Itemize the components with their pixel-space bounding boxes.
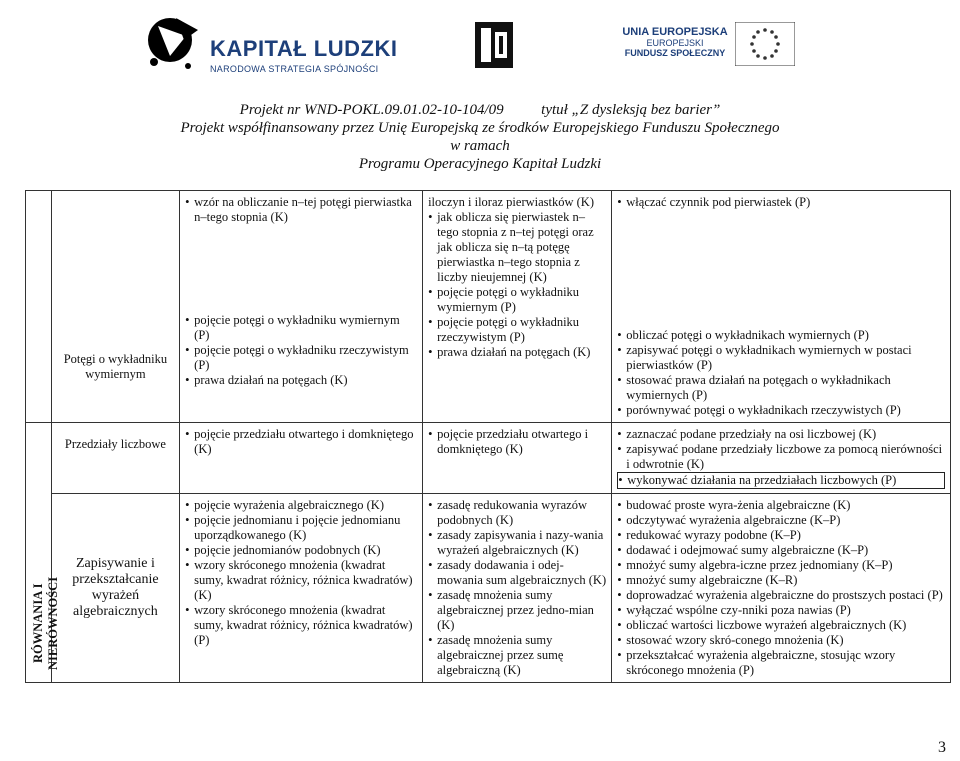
table-row <box>26 494 951 683</box>
list-item: • wzory skróconego mnożenia (kwadrat sumy, kwadrat różnicy, różnica kwadratów) (K) <box>185 558 417 603</box>
eu-line1: UNIA EUROPEJSKA <box>622 26 728 38</box>
list-item: • porównywać potęgi o wykładnikach rzeczywistych (P) <box>617 403 945 418</box>
topic-cell <box>51 191 179 423</box>
list-item: • doprowadzać wyrażenia algebraiczne do prostszych postaci (P) <box>617 588 945 603</box>
logo-bar <box>0 0 960 92</box>
list-item: • obliczać potęgi o wykładnikach wymiernych (P) <box>617 328 945 343</box>
section-cell-empty <box>26 191 52 423</box>
list-item: • pojęcie potęgi o wykładniku wymiernym (P) <box>185 313 417 343</box>
eu-line2: EUROPEJSKI <box>646 38 704 48</box>
list-item: • jak oblicza się pierwiastek n–tego stopnia z n–tej potęgi oraz jak oblicza się n–tą potęgę pierwiastka n–tego stopnia z liczby nieujemnej (K) <box>428 210 606 285</box>
pd-logo-icon <box>475 22 513 68</box>
list-item: • pojęcie wyrażenia algebraicznego (K) <box>185 498 417 513</box>
header-line1: Projekt nr WND-POKL.09.01.02-10-104/09 tytuł „Z dysleksją bez barier” <box>239 102 721 118</box>
list-item: • dodawać i odejmować sumy algebraiczne (K–P) <box>617 543 945 558</box>
knowledge-cell <box>180 191 423 423</box>
list-item: • pojęcie potęgi o wykładniku wymiernym (P) <box>428 285 606 315</box>
list-item: • budować proste wyra-żenia algebraiczne (K) <box>617 498 945 513</box>
understanding-cell <box>423 423 612 494</box>
header-line3: w ramach <box>450 138 510 154</box>
topic-cell <box>51 423 179 494</box>
list-item: • prawa działań na potęgach (K) <box>428 345 606 360</box>
topic-label: Zapisywanie i przekształcanie wyrażeń algebraicznych <box>72 556 159 619</box>
list-item: • przekształcać wyrażenia algebraiczne, stosując wzory skróconego mnożenia (P) <box>617 648 945 678</box>
list-item: • mnożyć sumy algebra-iczne przez jednomiany (K–P) <box>617 558 945 573</box>
list-item: • włączać czynnik pod pierwiastek (P) <box>617 195 945 210</box>
knowledge-list <box>185 313 417 388</box>
list-item: • pojęcie przedziału otwartego i domkniętego (K) <box>428 427 606 457</box>
list-item: • zasady dodawania i odej-mowania sum algebraicznych (K) <box>428 558 606 588</box>
list-item-highlighted: • wykonywać działania na przedziałach liczbowych (P) <box>617 472 945 489</box>
skills-cell <box>612 494 951 683</box>
list-item: • stosować wzory skró-conego mnożenia (K) <box>617 633 945 648</box>
list-item: • wyłączać wspólne czy-nniki poza nawias (P) <box>617 603 945 618</box>
header-line4: Programu Operacyjnego Kapitał Ludzki <box>358 156 602 172</box>
list-item: • zasadę redukowania wyrazów podobnych (K) <box>428 498 606 528</box>
list-item: • pojęcie potęgi o wykładniku rzeczywistym (P) <box>185 343 417 373</box>
section-label: RÓWNANIA I NIERÓWNOŚCI <box>31 575 60 670</box>
list-item: • zapisywać potęgi o wykładnikach wymiernych w postaci pierwiastków (P) <box>617 343 945 373</box>
list-item: • mnożyć sumy algebraiczne (K–R) <box>617 573 945 588</box>
list-item: iloczyn i iloraz pierwiastków (K) <box>428 195 594 209</box>
list-item: • stosować prawa działań na potęgach o wykładnikach wymiernych (P) <box>617 373 945 403</box>
list-item: • zapisywać podane przedziały liczbowe za pomocą nierówności i odwrotnie (K) <box>617 442 945 472</box>
kapital-ludzki-logo <box>140 10 400 80</box>
knowledge-cell <box>180 423 423 494</box>
section-cell <box>26 423 60 683</box>
understanding-cell <box>423 494 612 683</box>
eu-logo <box>600 14 830 84</box>
list-item: • wzór na obliczanie n–tej potęgi pierwiastka n–tego stopnia (K) <box>185 195 417 225</box>
list-item: • pojęcie jednomianów podobnych (K) <box>185 543 417 558</box>
kapital-ludzki-subtitle: NARODOWA STRATEGIA SPÓJNOŚCI <box>210 64 379 74</box>
list-item: • wzory skróconego mnożenia (kwadrat sumy, kwadrat różnicy, różnica kwadratów) (P) <box>185 603 417 648</box>
list-item: • zasadę mnożenia sumy algebraicznej przez sumę algebraiczną (K) <box>428 633 606 678</box>
list-item: • redukować wyrazy podobne (K–P) <box>617 528 945 543</box>
skills-cell <box>612 423 951 494</box>
list-item: • zaznaczać podane przedziały na osi liczbowej (K) <box>617 427 945 442</box>
skills-cell <box>612 191 951 423</box>
list-item: • pojęcie jednomianu i pojęcie jednomianu uporządkowanego (K) <box>185 513 417 543</box>
table-row <box>26 423 951 494</box>
list-item: • zasady zapisywania i nazy-wania wyrażeń algebraicznych (K) <box>428 528 606 558</box>
list-item: • obliczać wartości liczbowe wyrażeń algebraicznych (K) <box>617 618 945 633</box>
understanding-cell <box>423 191 612 423</box>
project-header <box>0 101 960 173</box>
list-item: • prawa działań na potęgach (K) <box>185 373 417 388</box>
curriculum-table <box>25 190 951 683</box>
header-line2: Projekt współfinansowany przez Unię Europejską ze środków Europejskiego Funduszu Społecznego <box>180 120 780 136</box>
page-number: 3 <box>938 739 946 756</box>
knowledge-cell <box>180 494 423 683</box>
list-item: • pojęcie przedziału otwartego i domkniętego (K) <box>185 427 417 457</box>
eu-line3: FUNDUSZ SPOŁECZNY <box>624 48 726 58</box>
kapital-ludzki-title: KAPITAŁ LUDZKI <box>210 36 398 61</box>
list-item: • odczytywać wyrażenia algebraiczne (K–P) <box>617 513 945 528</box>
table-row <box>26 191 951 423</box>
list-item: • zasadę mnożenia sumy algebraicznej przez jedno-mian (K) <box>428 588 606 633</box>
kapital-ludzki-emblem-icon <box>140 10 204 80</box>
topic-label: Potęgi o wykładniku wymiernym <box>63 351 168 381</box>
topic-cell <box>51 494 179 683</box>
eu-flag-icon <box>735 22 795 66</box>
list-item: • pojęcie potęgi o wykładniku rzeczywistym (P) <box>428 315 606 345</box>
topic-label: Przedziały liczbowe <box>64 437 166 451</box>
